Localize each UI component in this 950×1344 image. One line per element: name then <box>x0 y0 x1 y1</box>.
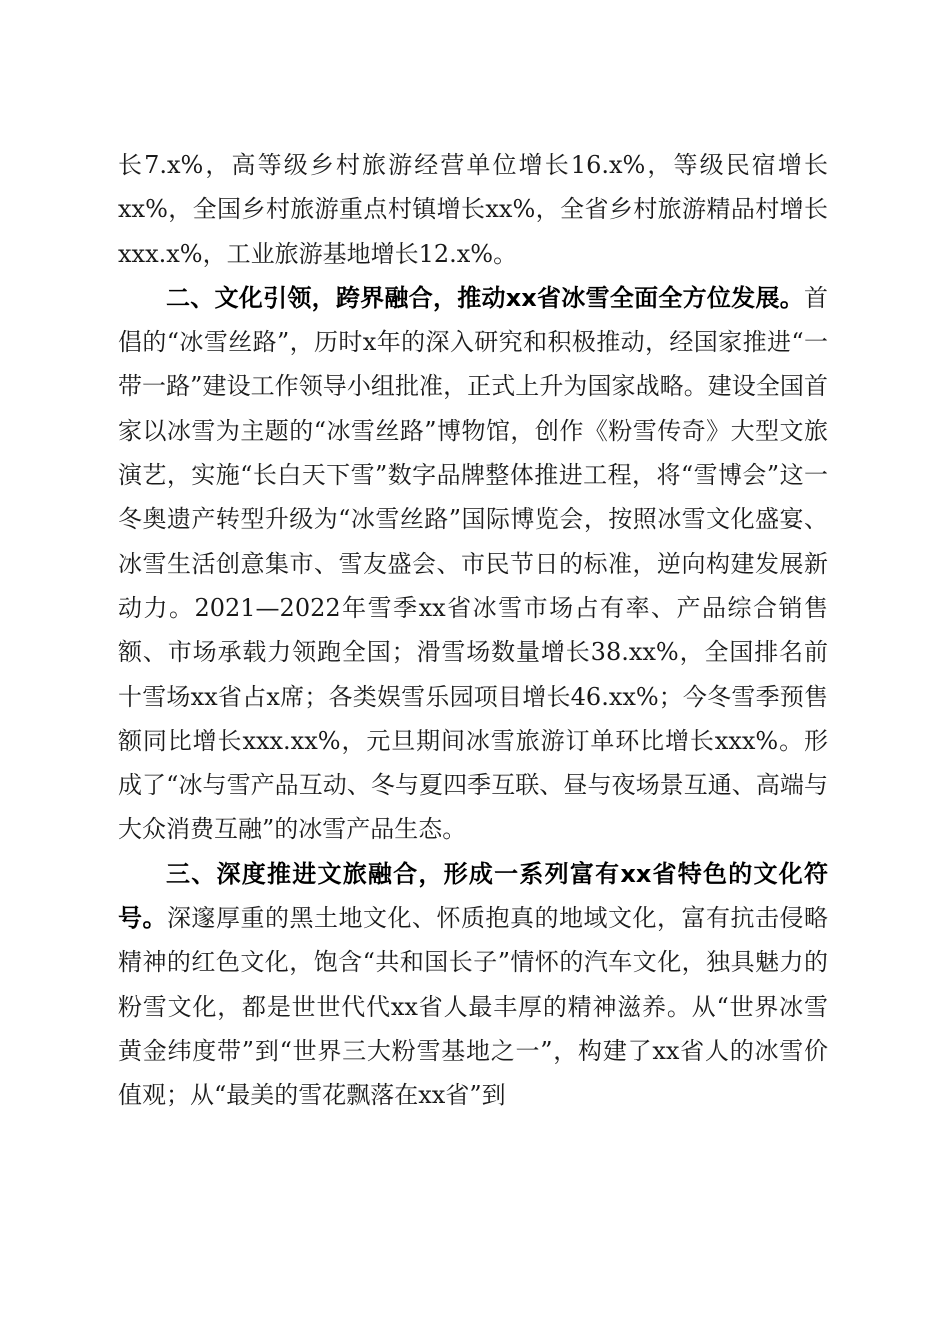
section-heading-2: 二、文化引领，跨界融合，推动xx省冰雪全面全方位发展。 <box>166 283 804 312</box>
paragraph-rural-tourism-growth <box>118 143 828 276</box>
paragraph-ice-snow-culture <box>118 276 828 852</box>
document-page <box>118 143 828 1118</box>
paragraph-body: 深邃厚重的黑土地文化、怀质抱真的地域文化，富有抗击侵略精神的红色文化，饱含“共和国长子”情怀的汽车文化，独具魅力的粉雪文化，都是世世代代xx省人最丰厚的精神滋养。从“世界冰雪黄金纬度带”到“世界三大粉雪基地之一”，构建了xx省人的冰雪价值观；从“最美的雪花飘落在xx省”到 <box>118 904 828 1110</box>
paragraph-cultural-symbols <box>118 852 828 1118</box>
section-heading-3: 三、深度推进文旅融合，形成一系列富有xx省特色的文化符号。 <box>118 859 828 933</box>
paragraph-body: 首倡的“冰雪丝路”，历时x年的深入研究和积极推动，经国家推进“一带一路”建设工作领导小组批准，正式上升为国家战略。建设全国首家以冰雪为主题的“冰雪丝路”博物馆，创作《粉雪传奇》大型文旅演艺，实施“长白天下雪”数字品牌整体推进工程，将“雪博会”这一冬奥遗产转型升级为“冰雪丝路”国际博览会，按照冰雪文化盛宴、冰雪生活创意集市、雪友盛会、市民节日的标准，逆向构建发展新动力。2021—2022年雪季xx省冰雪市场占有率、产品综合销售额、市场承载力领跑全国；滑雪场数量增长38.xx%，全国排名前十雪场xx省占x席；各类娱雪乐园项目增长46.xx%；今冬雪季预售额同比增长xxx.xx%，元旦期间冰雪旅游订单环比增长xxx%。形成了“冰与雪产品互动、冬与夏四季互联、昼与夜场景互通、高端与大众消费互融”的冰雪产品生态。 <box>118 283 828 844</box>
paragraph-body: 长7.x%，高等级乡村旅游经营单位增长16.x%，等级民宿增长xx%，全国乡村旅游重点村镇增长xx%，全省乡村旅游精品村增长xxx.x%，工业旅游基地增长12.x%。 <box>118 151 828 268</box>
